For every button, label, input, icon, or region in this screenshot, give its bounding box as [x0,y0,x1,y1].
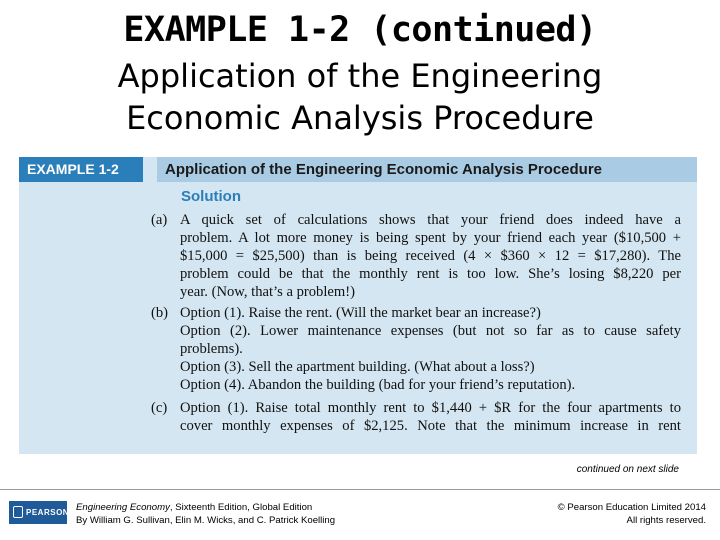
footer-citation [76,501,335,527]
item-line: Option (1). Raise total monthly rent to $1,440 + $R for the four apartments to [180,400,681,416]
copyright-line: © Pearson Education Limited 2014 [557,502,706,513]
item-line: Option (4). Abandon the building (bad for your friend’s reputation). [180,376,576,393]
slide-title-line-2: Application of the Engineering [117,57,603,95]
pearson-mark-icon [13,506,23,518]
item-label: (a) [151,212,168,228]
footer-copyright [558,501,706,527]
footer-divider [0,489,720,490]
item-line: Option (3). Sell the apartment building. (What about a loss?) [180,358,535,375]
item-label: (b) [151,305,169,321]
book-edition: , Sixteenth Edition, Global Edition [169,502,313,513]
continued-note: continued on next slide [576,464,679,475]
solution-item-c [151,400,681,436]
slide-title-line-1: EXAMPLE 1-2 (continued) [123,10,597,50]
solution-item-b [151,305,681,395]
solution-item-a [151,212,681,302]
item-line: Option (2). Lower maintenance expenses (but not so far as to cause safety [180,322,681,339]
example-tag: EXAMPLE 1-2 [19,157,143,182]
item-line: year. (Now, that’s a problem!) [180,283,355,300]
slide-title-subtitle [0,55,720,139]
item-label: (c) [151,400,168,416]
item-line: Option (1). Raise the rent. (Will the market bear an increase?) [180,305,541,321]
logo-text: PEARSON [26,508,70,517]
item-line: problem. A lot more money is being spent by your friend each year ($10,500 + [180,229,681,246]
panel-header [19,157,697,182]
rights-line: All rights reserved. [626,515,706,526]
book-title: Engineering Economy [76,502,170,513]
panel-heading: Application of the Engineering Economic Analysis Procedure [157,157,697,182]
item-line: A quick set of calculations shows that your friend does indeed have a [180,212,681,228]
example-panel [19,157,697,454]
authors-line: By William G. Sullivan, Elin M. Wicks, and C. Patrick Koelling [76,515,336,526]
solution-label: Solution [181,188,241,205]
item-line: problems). [180,340,243,357]
pearson-logo [9,501,70,524]
slide-title-line-3: Economic Analysis Procedure [126,99,594,137]
item-line: $15,000 = $25,500) than is being received (4 × $360 × 12 = $17,280). The [180,247,681,264]
item-line: problem could be that the monthly rent is too low. She’s losing $8,220 per [180,265,681,282]
item-line: cover monthly expenses of $2,125. Note that the minimum increase in rent [180,417,681,434]
book-line [76,501,335,514]
